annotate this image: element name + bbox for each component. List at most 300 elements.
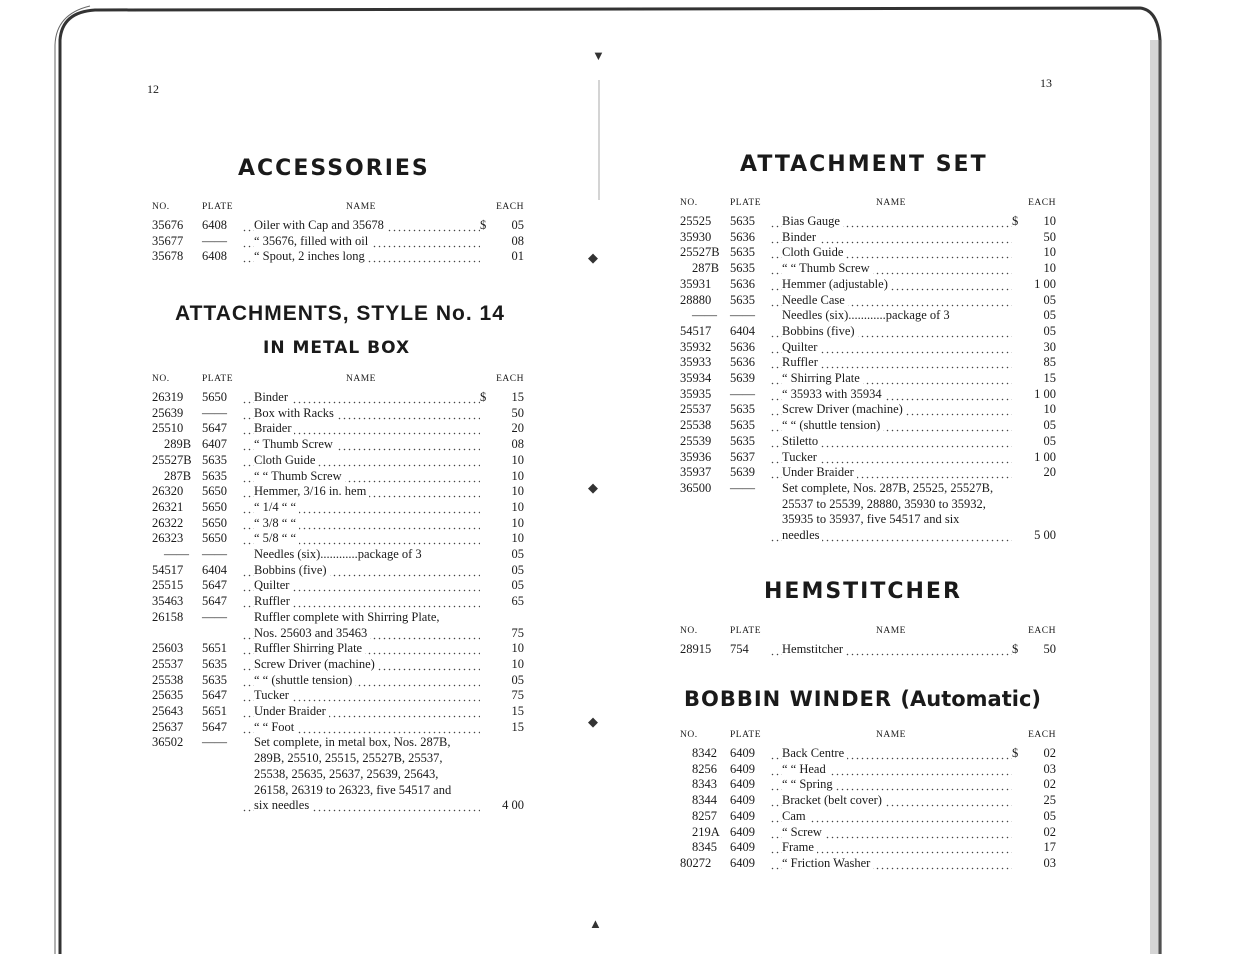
item-name: “ 5/8 “ “ (254, 531, 299, 545)
cell-plate: 5639 (730, 371, 755, 386)
item-name: “ “ Spring (782, 777, 836, 791)
cell-no (680, 528, 724, 544)
table-row (680, 355, 1056, 371)
table-row (152, 234, 524, 250)
cell-each (494, 751, 524, 767)
table-row (680, 277, 1056, 293)
cell-dollar (1012, 434, 1026, 450)
right-page (600, 0, 1235, 954)
binding-mark-1: ◆ (588, 250, 598, 265)
cell-each (494, 783, 524, 799)
cell-name (242, 578, 480, 594)
table-header (680, 196, 1056, 214)
cell-name: Needles (six)............package of 3 (254, 547, 422, 562)
item-name: Quilter (254, 578, 292, 592)
table-row (152, 610, 524, 626)
cell-no: 287B (692, 261, 720, 276)
table-row (152, 500, 524, 516)
cell-no: 8343 (692, 777, 717, 792)
cell-each: 05 (511, 562, 524, 577)
cell-name: 26158, 26319 to 26323, five 54517 and (254, 782, 452, 797)
item-name: Nos. 25603 and 35463 (254, 626, 370, 640)
cell-each: 1 00 (1034, 276, 1056, 291)
cell-name (770, 465, 1012, 481)
cell-each: 10 (1043, 261, 1056, 276)
cell-dollar (1012, 481, 1026, 497)
item-name: Screw Driver (machine) (254, 657, 378, 671)
table-row (152, 484, 524, 500)
item-name: Hemmer, 3/16 in. hem (254, 484, 369, 498)
table-row (152, 704, 524, 720)
cell-no: 35933 (680, 355, 712, 370)
item-name: Cloth Guide (254, 453, 318, 467)
cell-no: 35932 (680, 339, 712, 354)
cell-name (242, 704, 480, 720)
cell-each: 65 (511, 594, 524, 609)
cell-dollar (1012, 387, 1026, 403)
cell-dollar (480, 751, 494, 767)
cell-dollar (480, 484, 494, 500)
attachment-set-heading: ATTACHMENT SET (740, 152, 988, 177)
table-row (152, 798, 524, 814)
item-name: Tucker (782, 450, 820, 464)
cell-dollar (480, 673, 494, 689)
cell-dollar (1012, 402, 1026, 418)
cell-no: 25639 (152, 405, 184, 420)
cell-dollar (1012, 809, 1026, 825)
left-page (0, 0, 600, 954)
table-row (152, 453, 524, 469)
cell-plate: 754 (730, 642, 749, 656)
table-row (152, 594, 524, 610)
item-name: Ruffler Shirring Plate (254, 641, 365, 655)
item-name: Screw Driver (machine) (782, 402, 906, 416)
cell-no (152, 751, 196, 767)
cell-plate: 5635 (202, 468, 227, 483)
cell-no: 8256 (692, 761, 717, 776)
cell-plate: —— (202, 735, 227, 750)
cell-each: 10 (1043, 402, 1056, 417)
cell-no: 8344 (692, 793, 717, 808)
cell-each: 08 (511, 233, 524, 248)
table-row (680, 371, 1056, 387)
cell-dollar: $ (480, 390, 487, 404)
table-row (152, 547, 524, 563)
item-name: Back Centre (782, 746, 847, 760)
header-each: EACH (1028, 730, 1056, 740)
cell-each: 85 (1043, 355, 1056, 370)
cell-name (242, 437, 480, 453)
cell-name (770, 245, 1012, 261)
cell-name (770, 230, 1012, 246)
bobbin-winder-table (680, 728, 1056, 872)
cell-name (770, 418, 1012, 434)
table-row (680, 324, 1056, 340)
cell-no (680, 512, 724, 528)
table-header (680, 624, 1056, 642)
cell-each: 10 (511, 656, 524, 671)
table-row (680, 762, 1056, 778)
cell-no: 25603 (152, 641, 184, 656)
attachment-set-table (680, 196, 1056, 544)
cell-name (242, 626, 480, 642)
cell-each: 15 (511, 704, 524, 719)
cell-name (770, 371, 1012, 387)
cell-name: 25538, 25635, 25637, 25639, 25643, (254, 766, 439, 781)
cell-plate: 5651 (202, 641, 227, 656)
cell-plate: 5651 (202, 704, 227, 719)
cell-no: 8345 (692, 840, 717, 855)
cell-plate: 5635 (730, 292, 755, 307)
item-name: Braider (254, 421, 294, 435)
cell-dollar (1012, 856, 1026, 872)
cell-name: Ruffler complete with Shirring Plate, (254, 609, 440, 624)
item-name: Ruffler (254, 594, 293, 608)
cell-dollar (480, 610, 494, 626)
cell-plate: 6404 (730, 323, 755, 338)
cell-each: 10 (511, 468, 524, 483)
cell-each: 50 (1043, 229, 1056, 244)
cell-no (152, 767, 196, 783)
cell-name: Set complete, Nos. 287B, 25525, 25527B, (782, 480, 994, 495)
cell-each: 17 (1043, 840, 1056, 855)
cell-no: 25635 (152, 688, 184, 703)
cell-dollar (480, 453, 494, 469)
header-each: EACH (1028, 198, 1056, 208)
table-row (680, 340, 1056, 356)
cell-no: 26319 (152, 390, 184, 404)
cell-each: 05 (511, 578, 524, 593)
cell-name (770, 340, 1012, 356)
cell-dollar (480, 437, 494, 453)
cell-plate: 6409 (730, 808, 755, 823)
cell-no: 35930 (680, 229, 712, 244)
cell-dollar: $ (1012, 642, 1019, 656)
table-row (680, 746, 1056, 762)
item-name: “ “ Thumb Screw (254, 469, 345, 483)
page-number-left: 12 (147, 82, 159, 96)
table-row (680, 497, 1056, 513)
cell-no: 35934 (680, 371, 712, 386)
cell-no: 25537 (152, 656, 184, 671)
cell-plate: 5647 (202, 578, 227, 593)
cell-dollar (1012, 450, 1026, 466)
cell-dollar (480, 500, 494, 516)
cell-plate: 5650 (202, 515, 227, 530)
cell-dollar (1012, 371, 1026, 387)
cell-name (770, 825, 1012, 841)
cell-each (1026, 481, 1056, 497)
table-row (680, 809, 1056, 825)
cell-each: 10 (511, 515, 524, 530)
item-name: “ 1/4 “ “ (254, 500, 299, 514)
table-row (680, 856, 1056, 872)
cell-name (770, 261, 1012, 277)
bobbin-winder-title: BOBBIN WINDER (684, 687, 893, 711)
cell-no: 25527B (680, 245, 720, 260)
cell-name (242, 563, 480, 579)
cell-no: 25637 (152, 719, 184, 734)
cell-dollar (1012, 230, 1026, 246)
cell-plate (196, 751, 242, 767)
item-name: Bias Gauge (782, 214, 843, 228)
cell-plate: 5635 (202, 656, 227, 671)
header-each: EACH (1028, 626, 1056, 636)
cell-name (770, 387, 1012, 403)
page-number-right: 13 (1040, 76, 1052, 90)
cell-dollar (1012, 324, 1026, 340)
header-name: NAME (876, 730, 906, 740)
header-each: EACH (496, 374, 524, 384)
cell-dollar (480, 735, 494, 751)
cell-dollar (480, 767, 494, 783)
cell-no (152, 783, 196, 799)
cell-name: 25537 to 25539, 28880, 35930 to 35932, (782, 496, 986, 511)
cell-dollar (1012, 340, 1026, 356)
cell-name (770, 214, 1012, 230)
table-row (680, 825, 1056, 841)
cell-plate (724, 512, 770, 528)
cell-plate (724, 528, 770, 544)
item-name: Frame (782, 840, 817, 854)
cell-each: 50 (1043, 642, 1056, 656)
item-name: “ Friction Washer (782, 856, 873, 870)
cell-plate: 5650 (202, 390, 227, 404)
cell-dollar: $ (1012, 214, 1019, 228)
cell-no: 219A (692, 824, 720, 839)
cell-no: 35936 (680, 449, 712, 464)
cell-name (242, 234, 480, 250)
cell-name (770, 434, 1012, 450)
cell-no: 35937 (680, 465, 712, 480)
item-name: Stiletto (782, 434, 821, 448)
table-row (152, 751, 524, 767)
cell-plate: 6409 (730, 777, 755, 792)
cell-plate: 5635 (730, 261, 755, 276)
table-row (152, 641, 524, 657)
table-row (152, 720, 524, 736)
cell-name (242, 453, 480, 469)
table-row (152, 218, 524, 234)
item-name: Bobbins (five) (782, 324, 858, 338)
cell-no: 26320 (152, 484, 184, 499)
cell-each: 05 (1043, 418, 1056, 433)
cell-name (770, 450, 1012, 466)
table-header (680, 728, 1056, 746)
item-name: “ 35676, filled with oil (254, 234, 371, 248)
item-name: “ “ Thumb Screw (782, 261, 873, 275)
cell-name (242, 249, 480, 265)
cell-each: 05 (511, 218, 524, 232)
cell-plate: 5635 (730, 214, 755, 228)
cell-dollar (480, 688, 494, 704)
cell-name: Needles (six)............package of 3 (782, 308, 950, 323)
cell-plate: 5636 (730, 355, 755, 370)
cell-name (242, 641, 480, 657)
cell-plate: 6409 (730, 840, 755, 855)
item-name: “ Spout, 2 inches long (254, 249, 368, 263)
cell-no (152, 626, 196, 642)
cell-each (1026, 512, 1056, 528)
item-name: Cam (782, 809, 809, 823)
item-name: “ 3/8 “ “ (254, 516, 299, 530)
cell-each: 02 (1043, 746, 1056, 760)
item-name: “ “ (shuttle tension) (782, 418, 883, 432)
cell-each (494, 610, 524, 626)
cell-no: 26321 (152, 499, 184, 514)
cell-no: 25537 (680, 402, 712, 417)
item-name: “ “ (shuttle tension) (254, 673, 355, 687)
cell-each: 15 (511, 390, 524, 404)
header-name: NAME (876, 198, 906, 208)
binding-mark-top: ▼ (592, 48, 605, 63)
cell-plate: 5635 (202, 452, 227, 467)
item-name: Tucker (254, 688, 292, 702)
table-row (680, 214, 1056, 230)
cell-no: 35677 (152, 233, 184, 248)
cell-dollar (1012, 293, 1026, 309)
cell-each: 10 (511, 499, 524, 514)
item-name: “ Screw (782, 825, 825, 839)
table-row (152, 437, 524, 453)
cell-plate: 6409 (730, 824, 755, 839)
cell-dollar (480, 783, 494, 799)
table-row (152, 688, 524, 704)
cell-plate: 5636 (730, 276, 755, 291)
table-row (680, 840, 1056, 856)
header-no: NO. (680, 198, 698, 208)
cell-name (242, 516, 480, 532)
cell-plate: 5647 (202, 594, 227, 609)
cell-each: 05 (1043, 808, 1056, 823)
cell-name (770, 840, 1012, 856)
table-row (152, 578, 524, 594)
cell-dollar (1012, 245, 1026, 261)
cell-name: 289B, 25510, 25515, 25527B, 25537, (254, 751, 443, 766)
cell-each: 75 (511, 625, 524, 640)
cell-no: 80272 (680, 855, 712, 870)
cell-plate: —— (730, 480, 755, 495)
table-row (680, 230, 1056, 246)
table-row (152, 390, 524, 406)
cell-each: 1 00 (1034, 386, 1056, 401)
accessories-table (152, 200, 524, 265)
cell-each: 30 (1043, 339, 1056, 354)
cell-dollar (1012, 528, 1026, 544)
cell-plate (196, 626, 242, 642)
cell-no: 26158 (152, 609, 184, 624)
cell-no: 8257 (692, 808, 717, 823)
item-name: “ Thumb Screw (254, 437, 336, 451)
cell-name (242, 500, 480, 516)
cell-dollar (480, 798, 494, 814)
table-row (680, 261, 1056, 277)
cell-no: 26323 (152, 531, 184, 546)
header-spacer (1012, 196, 1026, 214)
cell-dollar: $ (1012, 746, 1019, 760)
cell-plate: 6409 (730, 793, 755, 808)
header-name: NAME (876, 626, 906, 636)
item-name: Binder (254, 390, 291, 404)
cell-dollar (480, 563, 494, 579)
item-name: Cloth Guide (782, 245, 846, 259)
cell-each: 15 (511, 719, 524, 734)
cell-dollar (480, 657, 494, 673)
cell-name (242, 798, 480, 814)
cell-plate: 5635 (730, 418, 755, 433)
table-row (152, 767, 524, 783)
cell-each: 05 (1043, 433, 1056, 448)
cell-dollar (480, 406, 494, 422)
cell-dollar (480, 234, 494, 250)
cell-plate: 5647 (202, 719, 227, 734)
item-name: “ “ Foot (254, 720, 297, 734)
cell-plate: 5647 (202, 421, 227, 436)
cell-name (242, 406, 480, 422)
cell-no: 25510 (152, 421, 184, 436)
table-row (680, 402, 1056, 418)
cell-each: 03 (1043, 855, 1056, 870)
cell-plate: —— (202, 547, 227, 562)
cell-each (1026, 497, 1056, 513)
cell-no: 35678 (152, 249, 184, 264)
table-row (680, 387, 1056, 403)
table-row (680, 434, 1056, 450)
cell-name (770, 324, 1012, 340)
item-name: “ “ Head (782, 762, 829, 776)
table-row (152, 783, 524, 799)
header-each: EACH (496, 202, 524, 212)
cell-plate: 5636 (730, 229, 755, 244)
cell-name: Set complete, in metal box, Nos. 287B, (254, 735, 451, 750)
table-row (152, 626, 524, 642)
cell-dollar (480, 531, 494, 547)
cell-plate (724, 497, 770, 513)
cell-each: 5 00 (1034, 528, 1056, 543)
cell-plate: 5635 (202, 672, 227, 687)
item-name: six needles (254, 798, 312, 812)
cell-plate (196, 767, 242, 783)
header-spacer (1012, 728, 1026, 746)
cell-dollar (1012, 497, 1026, 513)
cell-dollar (1012, 418, 1026, 434)
cell-no: 25515 (152, 578, 184, 593)
cell-each: 25 (1043, 793, 1056, 808)
cell-plate: —— (730, 308, 755, 323)
cell-name (770, 856, 1012, 872)
header-no: NO. (680, 730, 698, 740)
cell-plate: 6409 (730, 746, 755, 760)
header-spacer (480, 372, 494, 390)
header-plate: PLATE (730, 198, 761, 208)
cell-each: 10 (511, 452, 524, 467)
cell-name (242, 673, 480, 689)
cell-name (770, 762, 1012, 778)
cell-plate (196, 798, 242, 814)
cell-dollar (1012, 793, 1026, 809)
table-row (680, 245, 1056, 261)
item-name: “ 35933 with 35934 (782, 387, 885, 401)
cell-dollar (480, 641, 494, 657)
cell-dollar (1012, 777, 1026, 793)
cell-dollar (480, 626, 494, 642)
cell-each: 10 (511, 484, 524, 499)
cell-no: 25539 (680, 433, 712, 448)
cell-dollar (1012, 277, 1026, 293)
cell-plate (196, 783, 242, 799)
binding-mark-3: ◆ (588, 714, 598, 729)
cell-each: 10 (511, 531, 524, 546)
